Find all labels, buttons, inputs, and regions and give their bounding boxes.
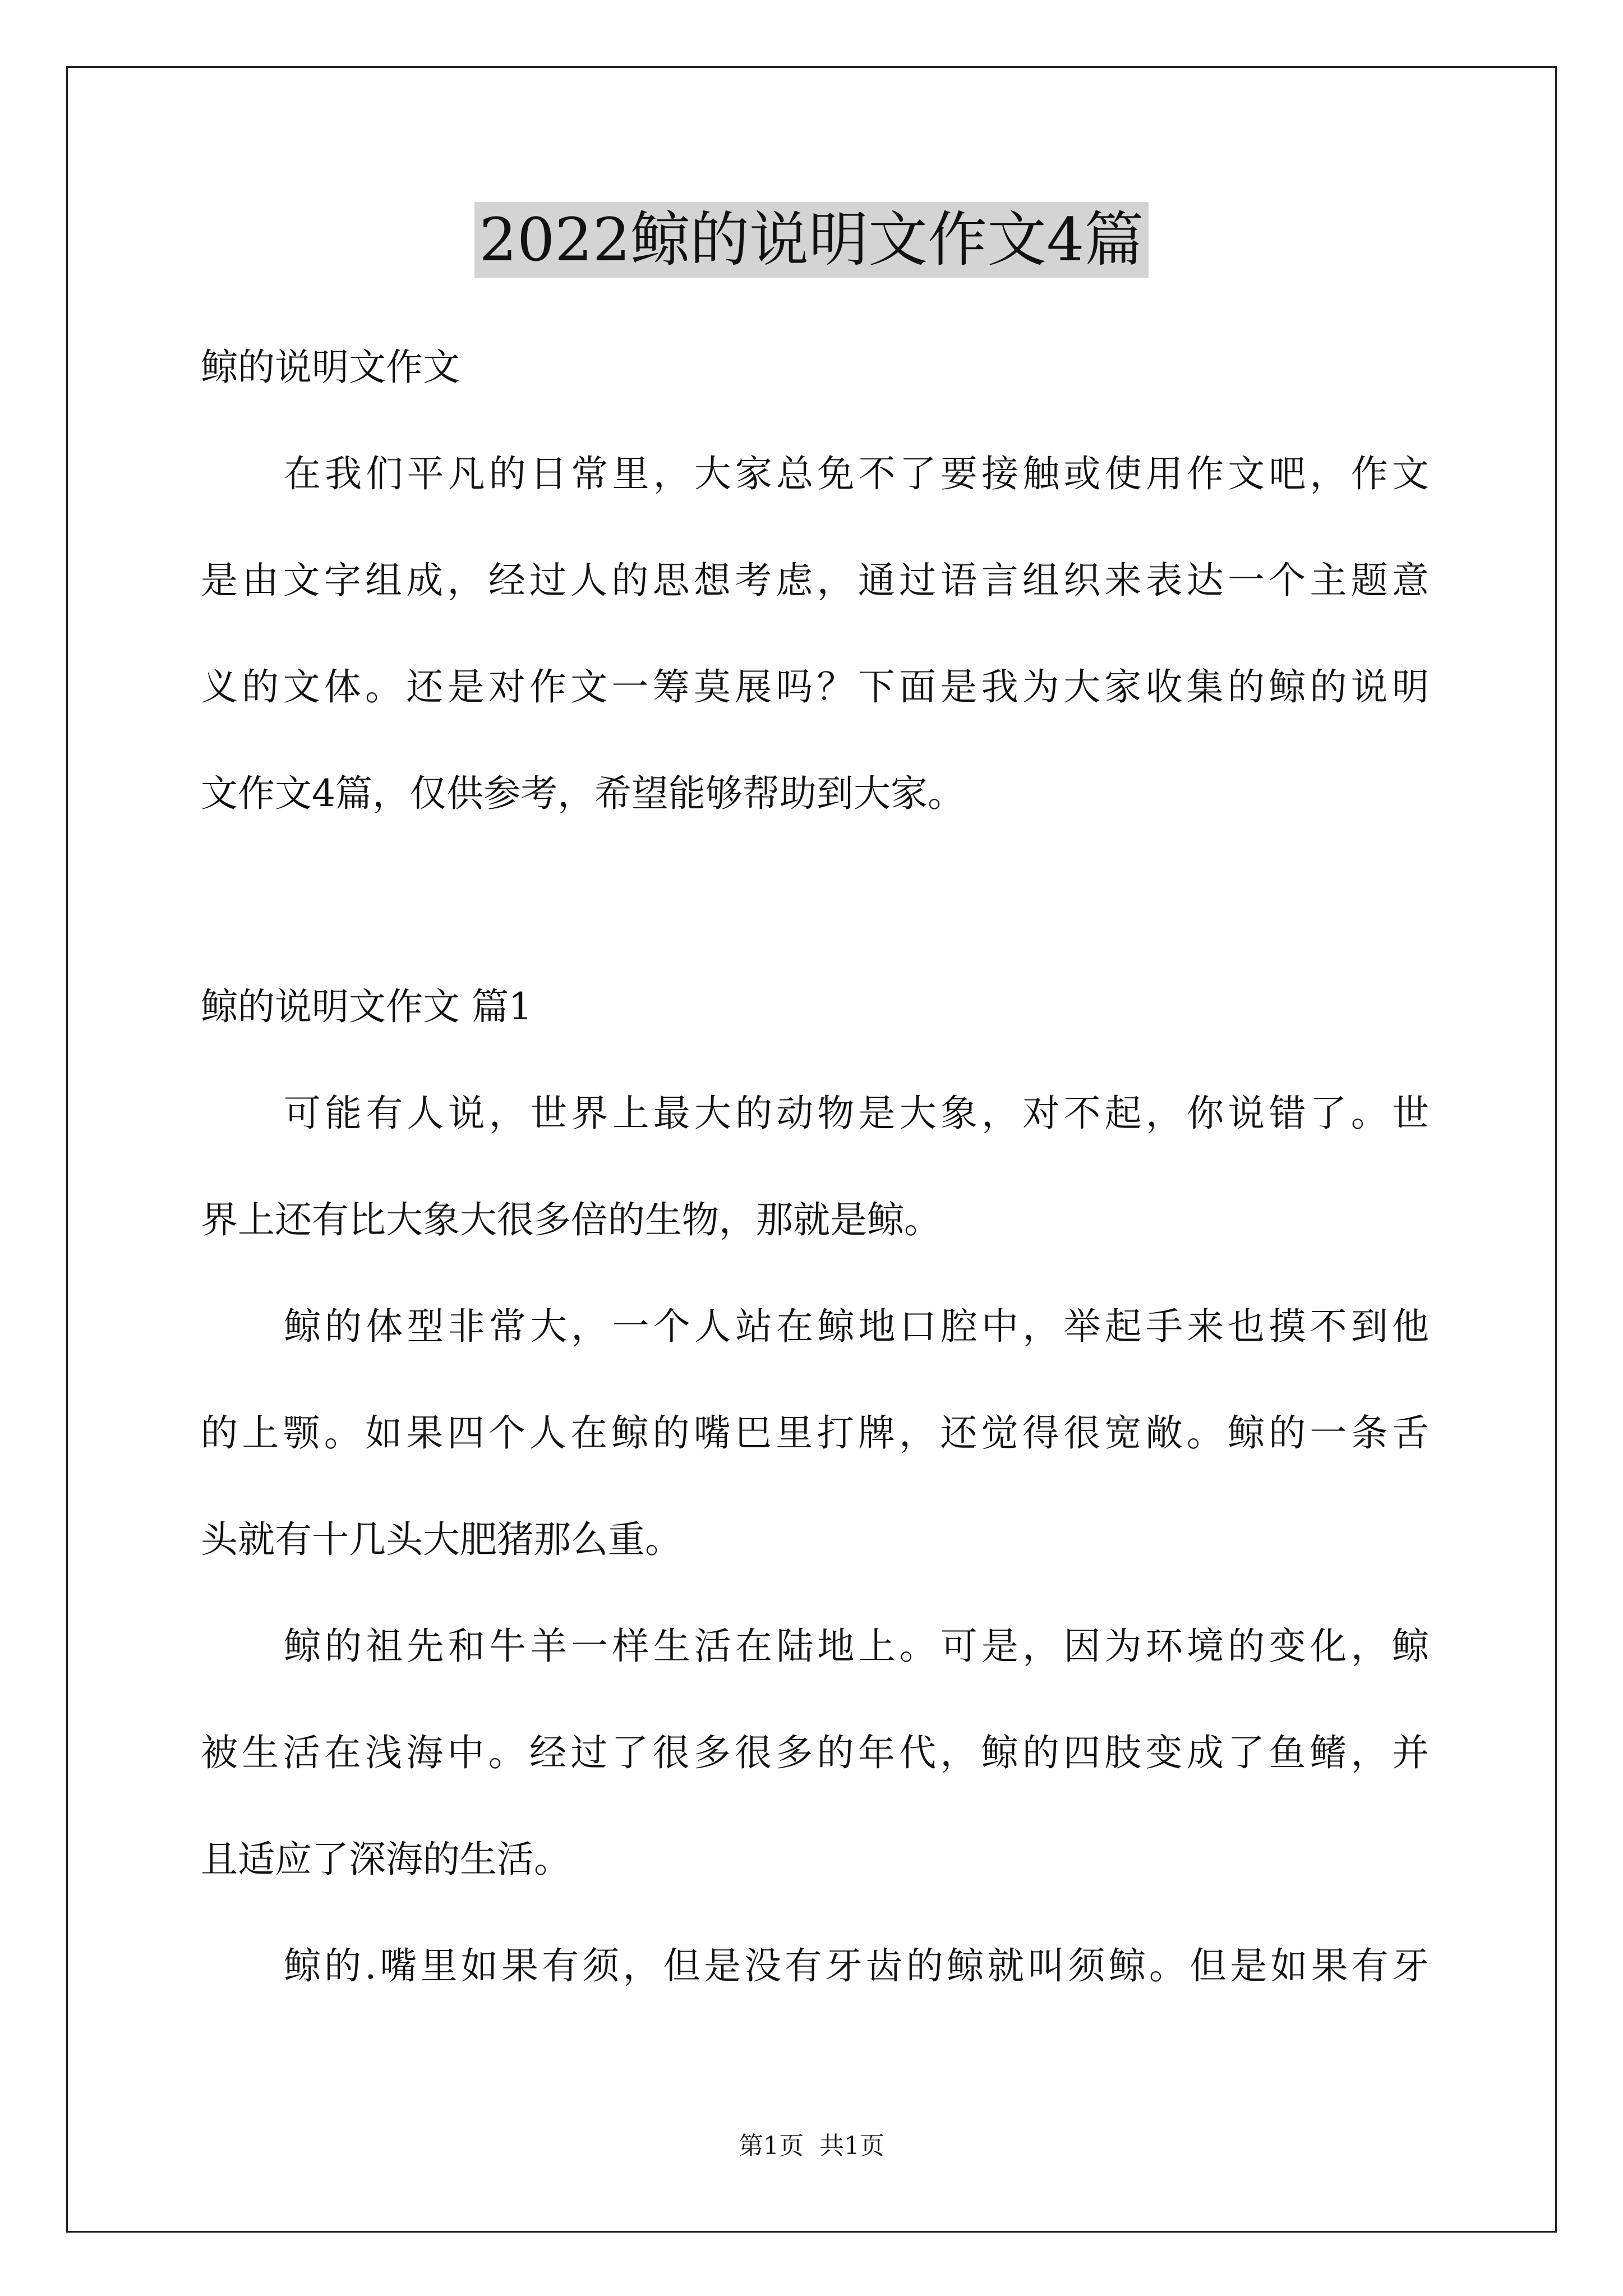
paragraph-line: 头就有十几头大肥猪那么重。 — [201, 1518, 682, 1561]
blank-line — [201, 847, 1429, 954]
paragraph-line: 是由文字组成，经过人的思想考虑，通过语言组织来表达一个主题意 — [201, 559, 1429, 602]
paragraph-line: 界上还有比大象大很多倍的生物，那就是鲸。 — [201, 1198, 941, 1241]
document-title: 2022鲸的说明文作文4篇 — [474, 202, 1148, 278]
paragraph-line: 在我们平凡的日常里，大家总免不了要接触或使用作文吧，作文 — [284, 452, 1429, 495]
paragraph-line: 鲸的.嘴里如果有须，但是没有牙齿的鲸就叫须鲸。但是如果有牙 — [284, 1944, 1429, 1987]
paragraph-line: 鲸的体型非常大，一个人站在鲸地口腔中，举起手来也摸不到他 — [284, 1305, 1429, 1348]
page-number: 第1页 共1页 — [739, 2132, 884, 2160]
paragraph-line: 鲸的祖先和牛羊一样生活在陆地上。可是，因为环境的变化，鲸 — [284, 1625, 1429, 1668]
document-body — [201, 314, 1429, 2019]
paragraph-line: 且适应了深海的生活。 — [201, 1838, 571, 1881]
section-heading: 鲸的说明文作文 篇1 — [201, 985, 532, 1028]
paragraph-line: 义的文体。还是对作文一筹莫展吗？下面是我为大家收集的鲸的说明 — [201, 665, 1429, 708]
paragraph-line: 文作文4篇，仅供参考，希望能够帮助到大家。 — [201, 772, 965, 815]
paragraph-line: 的上颚。如果四个人在鲸的嘴巴里打牌，还觉得很宽敞。鲸的一条舌 — [201, 1411, 1429, 1455]
paragraph-line: 可能有人说，世界上最大的动物是大象，对不起，你说错了。世 — [284, 1092, 1429, 1135]
title-container — [0, 202, 1623, 278]
intro-heading: 鲸的说明文作文 — [201, 346, 460, 389]
paragraph-line: 被生活在浅海中。经过了很多很多的年代，鲸的四肢变成了鱼鳍，并 — [201, 1731, 1429, 1774]
